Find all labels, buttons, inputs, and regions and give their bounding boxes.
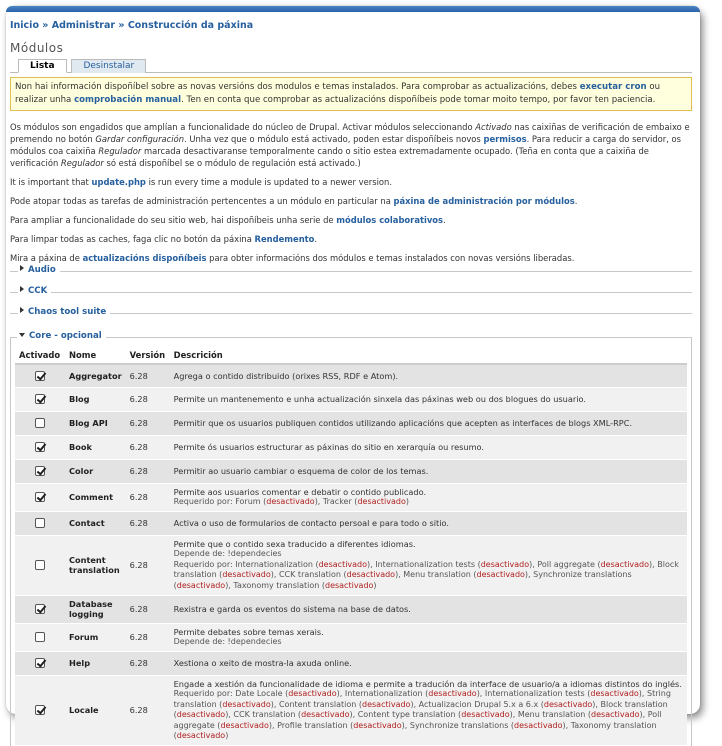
module-description: Agrega o contido distribuido (orixes RSS, RDF e Atom).	[173, 370, 399, 381]
module-requirements: Requerido por: Forum (desactivado), Tracker (desactivado)	[173, 497, 409, 506]
status-disabled: desactivado	[288, 689, 337, 698]
requirements-label: Requerido por:	[173, 689, 236, 698]
note-text: Mira a páxina de	[10, 253, 83, 263]
required-module-name: Menu translation	[517, 710, 586, 719]
enabled-cell	[15, 651, 65, 675]
status-disabled: desactivado	[514, 720, 563, 730]
fieldset-toggle-audio[interactable]	[18, 265, 60, 275]
module-requirements	[174, 549, 683, 560]
module-description-cell	[170, 483, 687, 511]
required-module-name: Taxonomy translation	[570, 720, 657, 730]
module-version: 6.28	[126, 364, 170, 387]
required-module-name: Block translation	[600, 699, 668, 709]
available-updates-link[interactable]: actualizacións dispoñíbeis	[82, 253, 207, 263]
enabled-cell	[15, 483, 65, 511]
enabled-cell	[15, 435, 65, 459]
admin-note	[10, 195, 692, 207]
enabled-checkbox-help[interactable]	[35, 658, 45, 668]
fieldset-label: Core - opcional	[29, 331, 102, 341]
required-module-name: Internationalization	[235, 559, 313, 569]
modules-table	[15, 348, 687, 746]
module-description-cell	[170, 459, 687, 483]
status-disabled: desactivado	[428, 689, 477, 698]
tab-desinstalar[interactable]: Desinstalar	[71, 59, 146, 73]
module-description: Permite un mantenemento e unha actualización sinxela das páxinas web ou dos blogues do usuario.	[173, 393, 587, 404]
enabled-cell	[15, 411, 65, 435]
module-requirements: Requerido por: Date Locale (desactivado), Internationalization (desactivado), Internationalization tests (desactivado), String translation (desactivado), Content translation (desactivado), Actualizacion Drupal 5.x a 6.x (desactivado), Block translation (desactivado), CCK translation (desactivado), Content type translation (desactivado), Menu translation (desactivado), Poll aggregate (desactivado), Profile translation (desactivado), Synchronize translations (desactivado), Taxonomy translation (desactivado)	[173, 689, 671, 740]
intro-emphasis: Regulador	[98, 146, 142, 156]
run-cron-link[interactable]: executar cron	[579, 82, 647, 92]
enabled-cell	[15, 511, 65, 535]
enabled-cell	[15, 387, 65, 411]
fieldset-ctools	[10, 307, 692, 325]
note-text: is run every time a module is updated to a newer version.	[145, 177, 392, 187]
update-php-link[interactable]: update.php	[91, 177, 146, 187]
breadcrumb-home[interactable]: Inicio	[10, 20, 39, 31]
fieldset-label: Audio	[28, 265, 56, 275]
warning-text: ou realizar unha	[15, 82, 661, 105]
expanded-caret-icon	[19, 333, 25, 337]
update-warning	[10, 77, 692, 111]
intro-segment: . Para reducir a carga do servidor, os módulos coa caixiña	[10, 134, 682, 156]
enabled-checkbox-color[interactable]	[35, 466, 45, 476]
col-description: Descrición	[170, 348, 687, 364]
fieldset-toggle-core[interactable]	[17, 331, 106, 341]
note-text: Pode atopar todas as tarefas de administración pertencentes a un módulo en particular na	[10, 196, 394, 206]
fieldset-toggle-cck[interactable]	[18, 286, 51, 296]
module-description: Permite que o contido sexa traducido a diferentes idiomas.	[173, 538, 416, 549]
module-row-contact	[15, 511, 687, 535]
module-row-database-logging	[15, 595, 687, 623]
warning-text: Non hai información dispoñíbel sobre as novas versións dos modulos e temas instalados. Para comprobar as actualizacións, debes	[15, 82, 580, 92]
status-disabled: desactivado	[176, 580, 226, 590]
module-name: Blog	[65, 387, 126, 411]
required-module-name: Synchronize translations	[533, 570, 632, 580]
status-disabled: desactivado	[353, 720, 402, 730]
module-description: Permitir ao usuario cambiar o esquema de color de los temas.	[173, 465, 429, 476]
module-row-locale	[15, 675, 687, 745]
status-disabled: desactivado	[318, 559, 368, 569]
fieldset-audio	[10, 265, 692, 283]
module-version: 6.28	[126, 411, 170, 435]
module-description: Activa o uso de formularios de contacto persoal e para todo o sitio.	[173, 517, 449, 528]
required-module-name: CCK translation	[233, 710, 296, 719]
enabled-cell	[15, 595, 65, 623]
browser-frame	[6, 6, 700, 740]
module-description-cell	[170, 595, 687, 623]
collapsed-caret-icon	[20, 307, 24, 313]
cache-note	[10, 233, 692, 245]
module-name: Book	[65, 435, 126, 459]
enabled-checkbox-book[interactable]	[35, 442, 45, 452]
requirements-label: Requerido por:	[173, 497, 236, 506]
intro-emphasis: Regulador	[60, 158, 104, 168]
fieldset-label: Chaos tool suite	[28, 307, 107, 317]
module-version: 6.28	[126, 535, 170, 595]
updates-note	[10, 252, 692, 264]
enabled-cell	[15, 535, 65, 595]
module-row-aggregator	[15, 364, 687, 387]
enabled-checkbox-blog[interactable]	[35, 394, 45, 404]
module-row-forum	[15, 623, 687, 651]
contrib-note	[10, 214, 692, 226]
modules-table-body	[15, 364, 687, 745]
update-note	[10, 176, 692, 188]
tabs	[10, 59, 692, 73]
status-disabled: desactivado	[346, 570, 396, 580]
module-description: Rexistra e garda os eventos do sistema na base de datos.	[173, 603, 411, 614]
module-name: Color	[65, 459, 126, 483]
status-disabled: desactivado	[176, 731, 226, 740]
intro-emphasis: Activado	[475, 122, 512, 132]
required-module-name: Profile translation	[277, 720, 348, 730]
requirements-label: Requerido por:	[173, 559, 236, 569]
module-name: Content translation	[65, 535, 126, 595]
required-module-name: Poll aggregate	[537, 559, 595, 569]
module-row-color	[15, 459, 687, 483]
required-module-name: CCK translation	[278, 570, 341, 580]
module-version: 6.28	[126, 595, 170, 623]
module-name: Blog API	[65, 411, 126, 435]
tab-lista[interactable]: Lista	[18, 59, 67, 73]
status-disabled: desactivado	[220, 720, 269, 730]
required-module-name: Menu translation	[403, 570, 471, 580]
module-row-book	[15, 435, 687, 459]
required-module-name: Date Locale	[235, 689, 283, 698]
intro-segment: . Unha vez que o módulo está activado, poden estar dispoñíbeis novos	[184, 134, 484, 144]
status-disabled: desactivado	[176, 710, 226, 719]
note-text: .	[443, 215, 446, 225]
module-description-cell	[170, 535, 687, 595]
module-version: 6.28	[126, 675, 170, 745]
status-disabled: desactivado	[357, 497, 406, 506]
collapsed-caret-icon	[20, 265, 24, 271]
breadcrumb-separator: »	[42, 20, 49, 31]
note-text: Para limpar todas as caches, faga clic no botón da páxina	[10, 234, 255, 244]
required-module-name: String translation	[173, 689, 671, 709]
note-text: para obter informacións dos módulos e temas instalados con novas versións liberadas.	[206, 253, 575, 263]
module-description: Engade a xestión da funcionalidade de idioma e permite a tradución da interface de usuario/a a idiomas distintos do inglés.	[173, 678, 682, 689]
note-text: .	[314, 234, 318, 244]
admin-by-module-link[interactable]: páxina de administración por módulos	[393, 196, 575, 206]
contrib-modules-link[interactable]: módulos colaborativos	[336, 215, 444, 225]
module-requirements	[174, 637, 683, 648]
module-row-comment	[15, 483, 687, 511]
module-description-cell	[170, 675, 687, 745]
status-disabled: desactivado	[222, 570, 271, 580]
module-row-blog	[15, 387, 687, 411]
enabled-checkbox-comment[interactable]	[35, 492, 45, 502]
module-row-content-translation	[15, 535, 687, 595]
enabled-checkbox-blog-api[interactable]	[35, 418, 45, 428]
status-disabled: desactivado	[362, 699, 411, 709]
enabled-checkbox-content-translation[interactable]	[35, 560, 45, 570]
status-disabled: desactivado	[461, 710, 510, 719]
status-disabled: desactivado	[222, 699, 271, 709]
module-description: Permite debates sobre temas xerais.	[173, 626, 324, 637]
module-version: 6.28	[126, 459, 170, 483]
module-description-cell	[170, 511, 687, 535]
required-module-name: Internationalization tests	[484, 689, 585, 698]
module-name: Comment	[65, 483, 126, 511]
module-name: Database logging	[65, 595, 126, 623]
permissions-link[interactable]: permisos	[483, 134, 527, 144]
intro-segment: marcada desactivaranse temporalmente cando o sitio estea extremadamente ocupado. (Teña en conta que a caixiña de verificación	[10, 146, 649, 168]
status-disabled: desactivado	[590, 689, 639, 698]
top-bar	[6, 6, 700, 12]
module-row-help	[15, 651, 687, 675]
fieldset-label: CCK	[28, 286, 48, 296]
status-disabled: desactivado	[543, 699, 593, 709]
enabled-cell	[15, 623, 65, 651]
required-module-name: Poll aggregate	[173, 710, 662, 730]
required-module-name: Block translation	[173, 559, 679, 580]
module-requirements: Requerido por: Internationalization (desactivado), Internationalization tests (desactivado), Poll aggregate (desactivado), Block translation (desactivado), CCK translation (desactivado), Menu translation (desactivado), Synchronize translations (desactivado), Taxonomy translation (desactivado)	[173, 559, 679, 590]
module-name: Aggregator	[65, 364, 126, 387]
required-module-name: Taxonomy translation	[233, 580, 320, 590]
status-disabled: desactivado	[324, 580, 374, 590]
module-description-cell	[170, 623, 687, 651]
requirements-label: Depende de: !dependecies	[173, 549, 282, 559]
module-name: Locale	[65, 675, 126, 745]
status-disabled: desactivado	[591, 710, 640, 719]
fieldset-core-optional	[10, 331, 692, 746]
manual-check-link[interactable]: comprobación manual	[74, 95, 182, 105]
intro-text	[10, 121, 692, 169]
performance-link[interactable]: Rendemento	[254, 234, 315, 244]
module-version: 6.28	[126, 483, 170, 511]
module-name: Contact	[65, 511, 126, 535]
module-version: 6.28	[126, 435, 170, 459]
module-description: Permite aos usuarios comentar e debatir o contido publicado.	[173, 486, 427, 497]
required-module-name: Synchronize translations	[409, 720, 509, 730]
required-module-name: Internationalization	[344, 689, 423, 698]
required-module-name: Internationalization tests	[375, 559, 476, 569]
collapsed-caret-icon	[20, 286, 24, 292]
required-module-name: Actualizacion Drupal 5.x a 6.x	[418, 699, 539, 709]
module-version: 6.28	[126, 651, 170, 675]
module-name: Help	[65, 651, 126, 675]
required-module-name: Forum	[235, 497, 261, 506]
enabled-checkbox-contact[interactable]	[35, 518, 45, 528]
enabled-checkbox-aggregator[interactable]	[35, 371, 45, 381]
breadcrumb-construccion[interactable]: Construcción da páxina	[127, 20, 254, 31]
intro-segment: só está dispoñíbel se o módulo de regulación está activado.)	[103, 158, 361, 168]
col-version: Versión	[126, 348, 170, 364]
col-name: Nome	[65, 348, 126, 364]
breadcrumb	[10, 20, 692, 31]
required-module-name: Content type translation	[357, 710, 456, 719]
breadcrumb-administrar[interactable]: Administrar	[51, 20, 116, 31]
enabled-cell	[15, 364, 65, 387]
module-description-cell	[170, 651, 687, 675]
enabled-checkbox-locale[interactable]	[35, 705, 45, 715]
enabled-cell	[15, 675, 65, 745]
module-description-cell	[170, 411, 687, 435]
module-description-cell	[170, 387, 687, 411]
status-disabled: desactivado	[480, 559, 530, 569]
note-text: .	[574, 196, 578, 206]
intro-segment: nas caixiñas de verificación de embaixo e premendo no botón	[10, 122, 690, 144]
fieldset-cck	[10, 286, 692, 304]
intro-segment: Os módulos son engadidos que amplían a funcionalidade do núcleo de Drupal. Activar módulos seleccionando	[10, 122, 476, 132]
intro-emphasis: Gardar configuración	[95, 134, 185, 144]
table-header	[15, 348, 687, 364]
module-description: Xestiona o xeito de mostra-la axuda online.	[173, 657, 352, 668]
module-description-cell	[170, 364, 687, 387]
module-version: 6.28	[126, 623, 170, 651]
page-title: Módulos	[10, 41, 64, 55]
enabled-checkbox-database-logging[interactable]	[35, 604, 45, 614]
module-description: Permite ós usuarios estructurar as páxinas do sitio en xerarquía ou resumo.	[173, 441, 485, 452]
required-module-name: Content translation	[278, 699, 357, 709]
status-disabled: desactivado	[476, 570, 525, 580]
status-disabled: desactivado	[266, 497, 315, 506]
status-disabled: desactivado	[301, 710, 350, 719]
module-name: Forum	[65, 623, 126, 651]
module-version: 6.28	[126, 511, 170, 535]
page-content	[10, 16, 692, 740]
enabled-cell	[15, 459, 65, 483]
note-text: Para ampliar a funcionalidade do seu sitio web, hai dispoñíbeis unha serie de	[10, 215, 337, 225]
breadcrumb-separator: »	[118, 20, 125, 31]
status-disabled: desactivado	[600, 559, 650, 569]
module-version: 6.28	[126, 387, 170, 411]
col-enabled: Activado	[15, 348, 65, 364]
enabled-checkbox-forum[interactable]	[35, 632, 45, 642]
note-text: It is important that	[10, 177, 92, 187]
warning-text: . Ten en conta que comprobar as actualizacións dispoñíbeis pode tomar moito tempo, por favor ten paciencia.	[181, 95, 656, 105]
module-description-cell	[170, 435, 687, 459]
module-description: Permitir que os usuarios publiquen contidos utilizando aplicacións que acepten as interfaces de blogs XML-RPC.	[173, 417, 633, 428]
module-row-blog-api	[15, 411, 687, 435]
requirements-label: Depende de: !dependecies	[173, 637, 282, 646]
required-module-name: Tracker	[322, 497, 352, 506]
fieldset-toggle-ctools[interactable]	[18, 307, 110, 317]
